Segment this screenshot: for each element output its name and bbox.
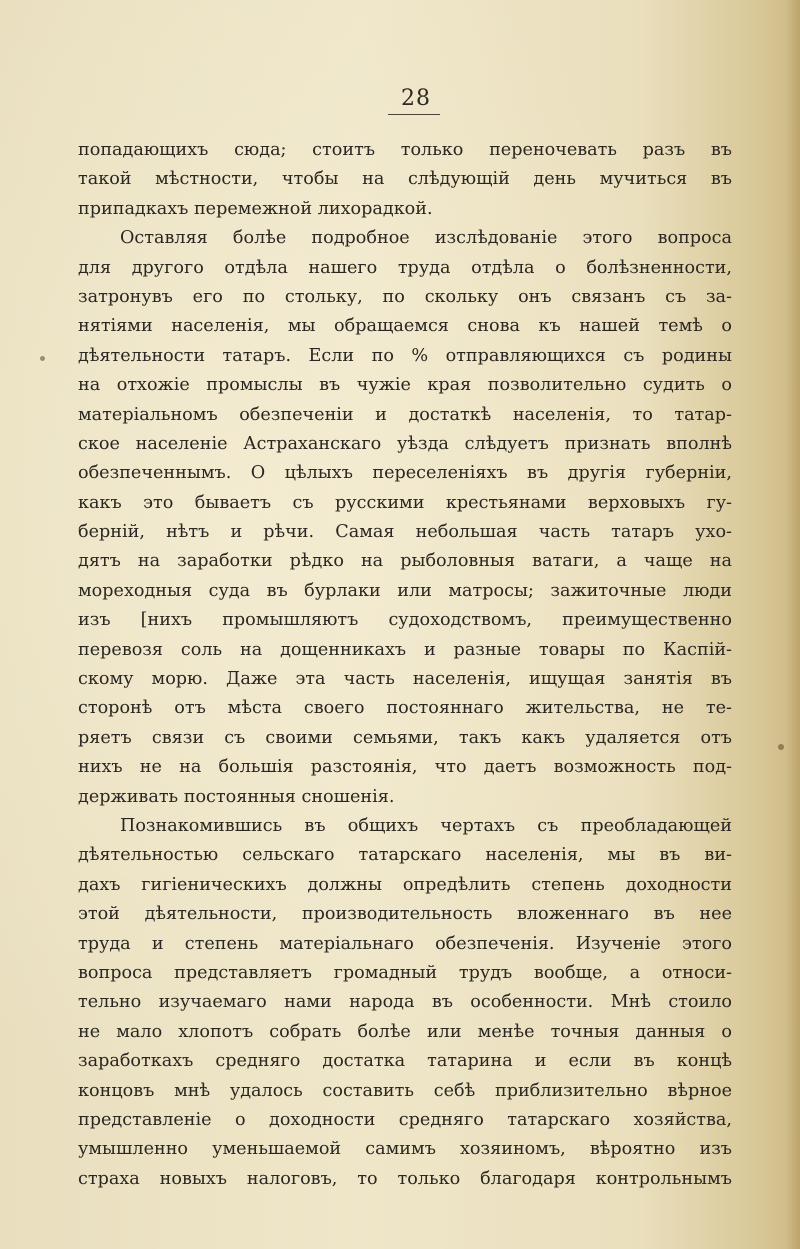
- text-line: заработкахъ средняго достатка татарина и если въ концѣ: [78, 1051, 732, 1072]
- page-number-underline: [388, 114, 440, 115]
- text-line: затронувъ его по стольку, по скольку онъ связанъ съ за-: [78, 286, 732, 307]
- text-line: ряетъ связи съ своими семьями, такъ какъ удаляется отъ: [78, 727, 732, 748]
- text-line: такой мѣстности, чтобы на слѣдующій день мучиться въ: [78, 169, 732, 190]
- text-line: нихъ не на большія разстоянія, что даетъ возможность под-: [78, 757, 732, 778]
- text-line: дятъ на заработки рѣдко на рыболовныя ватаги, а чаще на: [78, 551, 732, 572]
- text-line: нятіями населенія, мы обращаемся снова къ нашей темѣ о: [78, 316, 732, 337]
- text-body: [78, 136, 732, 1194]
- text-line: дахъ гигіеническихъ должны опредѣлить степень доходности: [78, 874, 732, 895]
- text-line: изъ [нихъ промышляютъ судоходствомъ, преимущественно: [78, 610, 732, 631]
- page-number: 28: [401, 86, 431, 111]
- text-line: держивать постоянныя сношенія.: [78, 786, 395, 807]
- text-line: труда и степень матеріальнаго обезпеченія. Изученіе этого: [78, 933, 732, 954]
- text-line: вопроса представляетъ громадный трудъ вообще, а относи-: [78, 962, 732, 983]
- text-line: скому морю. Даже эта часть населенія, ищущая занятія въ: [78, 669, 732, 690]
- text-line: обезпеченнымъ. О цѣлыхъ переселеніяхъ въ другія губерніи,: [78, 463, 732, 484]
- page-edge-shadow: [786, 0, 800, 1249]
- text-line: этой дѣятельности, производительность вложеннаго въ нее: [78, 904, 732, 925]
- text-line: перевозя соль на дощенникахъ и разные товары по Каспій-: [78, 639, 732, 660]
- text-line: припадкахъ перемежной лихорадкой.: [78, 198, 433, 219]
- text-line: тельно изучаемаго нами народа въ особенности. Мнѣ стоило: [78, 992, 732, 1013]
- text-line: страха новыхъ налоговъ, то только благодаря контрольнымъ: [78, 1168, 732, 1189]
- text-line: дѣятельности татаръ. Если по % отправляющихся съ родины: [78, 345, 732, 366]
- text-line: концовъ мнѣ удалось составить себѣ приблизительно вѣрное: [78, 1080, 732, 1101]
- text-line: берній, нѣтъ и рѣчи. Самая небольшая часть татаръ ухо-: [78, 522, 732, 543]
- text-line: Оставляя болѣе подробное изслѣдованіе этого вопроса: [120, 228, 732, 249]
- text-line: ское населеніе Астраханскаго уѣзда слѣдуетъ признать вполнѣ: [78, 433, 732, 454]
- text-line: представленіе о доходности средняго татарскаго хозяйства,: [78, 1109, 732, 1130]
- text-line: на отхожіе промыслы въ чужіе края позволительно судить о: [78, 375, 732, 396]
- text-line: какъ это бываетъ съ русскими крестьянами верховыхъ гу-: [78, 492, 732, 513]
- text-line: попадающихъ сюда; стоитъ только переночевать разъ въ: [78, 140, 732, 160]
- ink-spot: [40, 356, 45, 361]
- text-line: сторонѣ отъ мѣста своего постояннаго жительства, не те-: [78, 698, 732, 719]
- text-line: Познакомившись въ общихъ чертахъ съ преобладающей: [120, 815, 732, 836]
- text-line: не мало хлопотъ собрать болѣе или менѣе точныя данныя о: [78, 1021, 732, 1042]
- text-line: мореходныя суда въ бурлаки или матросы; зажиточные люди: [78, 580, 732, 601]
- text-line: умышленно уменьшаемой самимъ хозяиномъ, вѣроятно изъ: [78, 1139, 732, 1160]
- ink-spot: [778, 744, 784, 750]
- text-line: для другого отдѣла нашего труда отдѣла о болѣзненности,: [78, 257, 732, 278]
- text-line: дѣятельностью сельскаго татарскаго населенія, мы въ ви-: [78, 845, 732, 866]
- text-line: матеріальномъ обезпеченіи и достаткѣ населенія, то татар-: [78, 404, 732, 425]
